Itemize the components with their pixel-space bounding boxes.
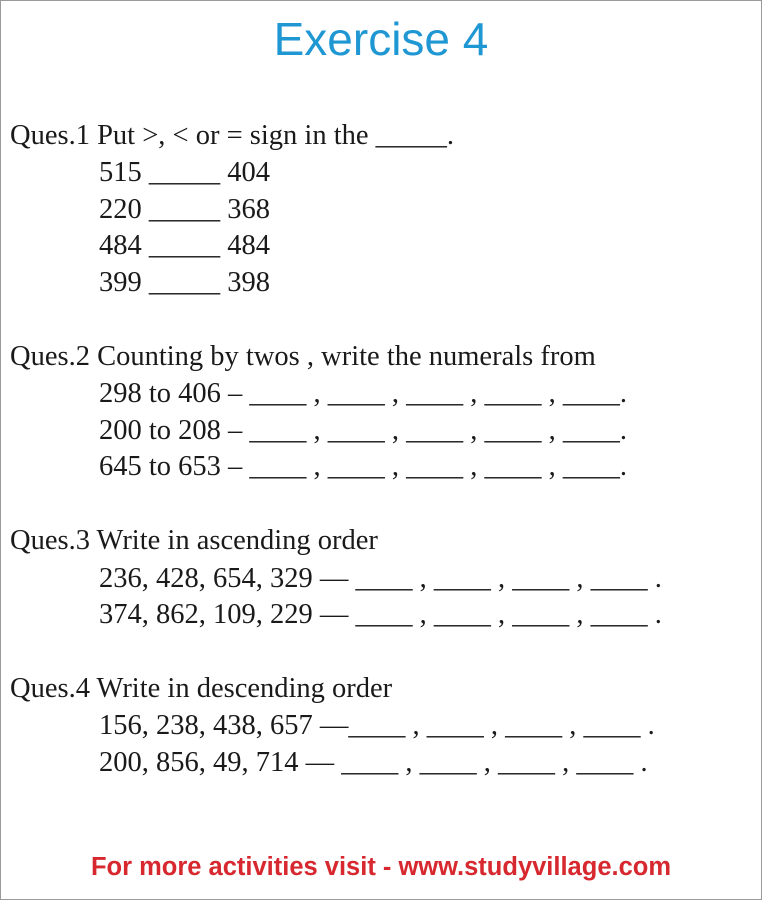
question-1-row: 220 _____ 368 xyxy=(99,194,270,225)
question-3-row: 374, 862, 109, 229 — ____ , ____ , ____ , ____ . xyxy=(99,599,662,630)
question-2-row: 298 to 406 – ____ , ____ , ____ , ____ , ____. xyxy=(99,378,628,409)
question-2-prompt: Ques.2 Counting by twos , write the numerals from xyxy=(10,341,596,372)
question-1-prompt: Ques.1 Put >, < or = sign in the _____. xyxy=(10,120,455,151)
question-2-row: 645 to 653 – ____ , ____ , ____ , ____ , ____. xyxy=(99,451,628,482)
question-1-row: 515 _____ 404 xyxy=(99,157,270,188)
question-4-row: 200, 856, 49, 714 — ____ , ____ , ____ , ____ . xyxy=(99,747,648,778)
question-4-prompt: Ques.4 Write in descending order xyxy=(10,673,393,704)
question-2-row: 200 to 208 – ____ , ____ , ____ , ____ , ____. xyxy=(99,415,628,446)
question-3-row: 236, 428, 654, 329 — ____ , ____ , ____ , ____ . xyxy=(99,563,662,594)
question-4-row: 156, 238, 438, 657 —____ , ____ , ____ , ____ . xyxy=(99,710,655,741)
question-1-row: 484 _____ 484 xyxy=(99,230,270,261)
question-3-prompt: Ques.3 Write in ascending order xyxy=(10,525,378,556)
page-title: Exercise 4 xyxy=(273,13,489,65)
question-1-row: 399 _____ 398 xyxy=(99,267,270,298)
footer-website-link[interactable]: For more activities visit - www.studyvillage.com xyxy=(90,853,672,881)
